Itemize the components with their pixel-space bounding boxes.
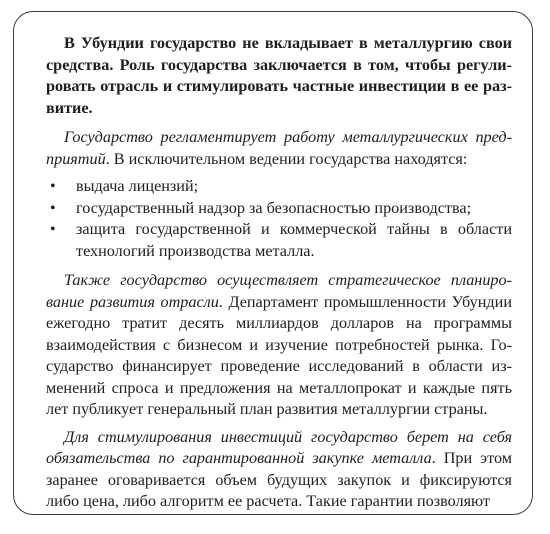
paragraph-planning-text: . Департамент промышленности Убундии ежегодно тратит десять миллиардов долларов на программы взаимодействия с бизнесом и изучение потребностей рынка. Государство финансирует проведение исследований в области изменений спроса и предложения на металлопрокат и каждые пять лет публикует генеральный план развития металлургии страны.	[46, 292, 512, 418]
list-item	[46, 219, 512, 262]
list-item-text: выдача лицензий;	[76, 177, 199, 195]
bullet-icon: •	[50, 220, 56, 238]
list-item-text: государственный надзор за безопасностью производства;	[76, 198, 472, 217]
paragraph-regulation	[46, 127, 512, 170]
list-item	[46, 176, 512, 198]
paragraph-investment-text: . При этом заранее оговаривается объем будущих закупок и фиксируются либо цена, либо алгоритм ее расчета. Такие гарантии позволяют	[46, 449, 512, 510]
bullet-icon: •	[50, 177, 56, 195]
bullet-icon: •	[50, 198, 56, 217]
exclusive-powers-list	[46, 176, 512, 262]
paragraph-planning-italic: Также государство осуществляет стратегическое планирование развития отрасли	[46, 271, 512, 311]
list-item-text: защита государственной и коммерческой тайны в области технологий производства металла.	[76, 220, 512, 260]
paragraph-investment-italic: Для стимулирования инвестиций государство берет на себя обязательства по гарантированной закупке металла	[46, 427, 512, 467]
paragraph-regulation-text: . В исключительном ведении государства находятся:	[105, 149, 468, 168]
lead-paragraph: В Убундии государство не вкладывает в металлургию свои средства. Роль государства заключается в том, чтобы регулировать отрасль и стимулировать частные инвестиции в ее развитие.	[46, 34, 512, 117]
list-item	[46, 198, 512, 220]
paragraph-regulation-italic: Государство регламентирует работу металлургических предприятий	[46, 128, 512, 168]
document-body	[46, 33, 512, 519]
paragraph-investment	[46, 427, 512, 513]
paragraph-planning	[46, 270, 512, 421]
